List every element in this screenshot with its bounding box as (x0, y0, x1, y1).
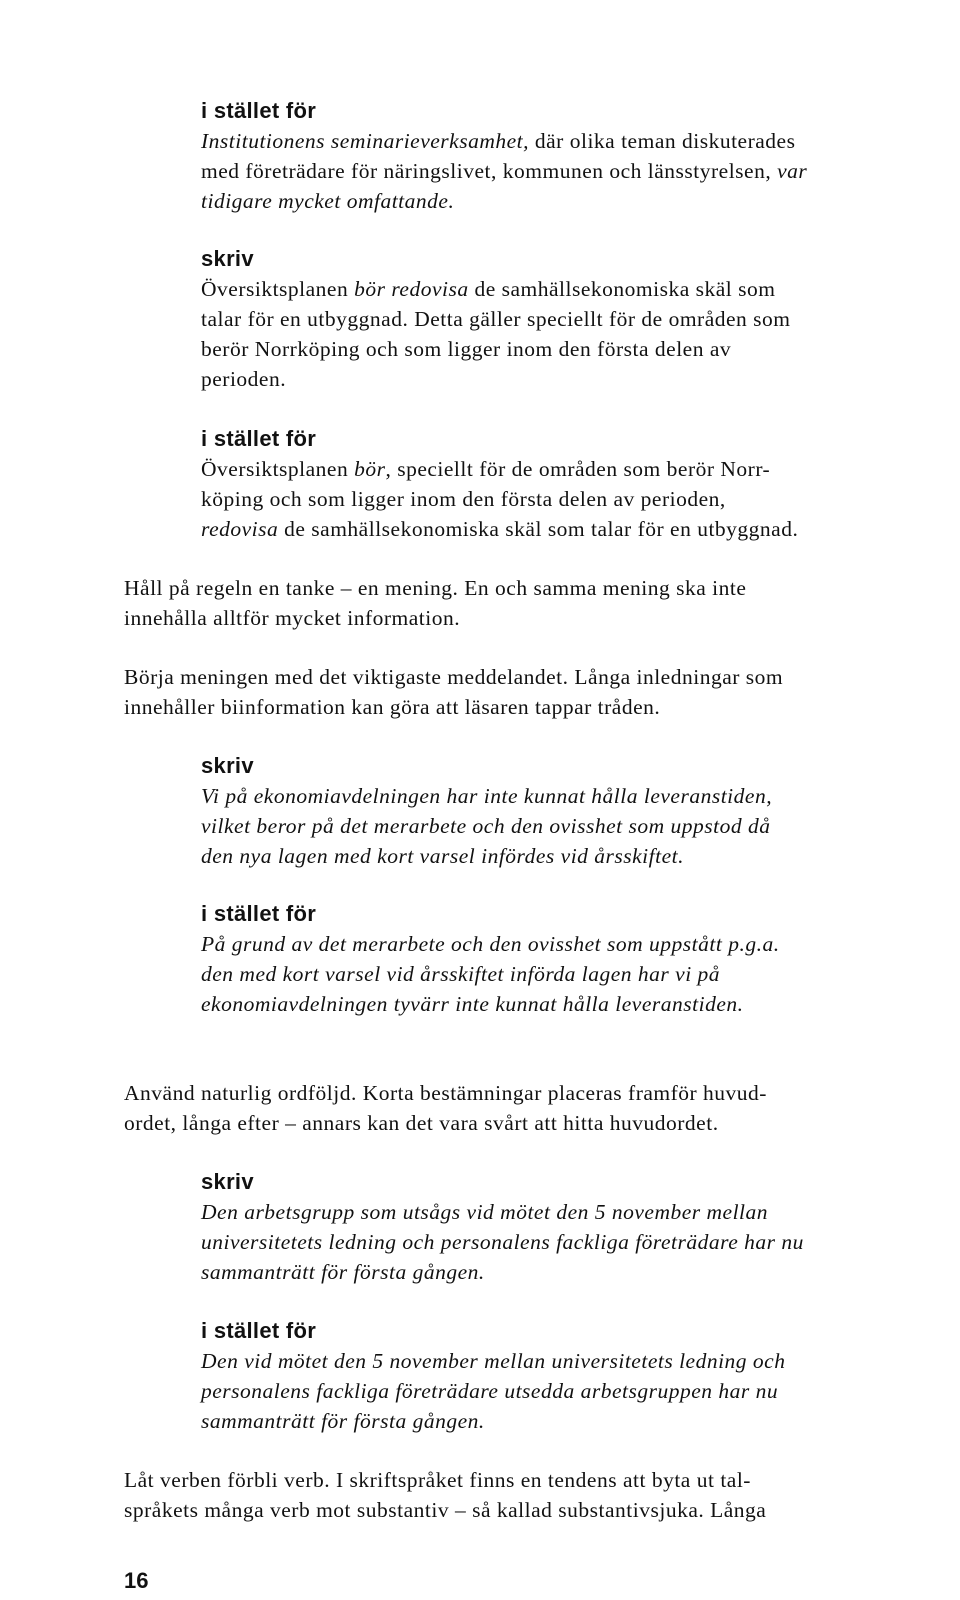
example-line: sammanträtt för första gången. (201, 1409, 485, 1433)
paragraph-line: ordet, långa efter – annars kan det vara svårt att hitta huvudordet. (124, 1111, 719, 1135)
label-instead: i stället för (201, 1318, 317, 1343)
example-line: berör Norrköping och som ligger inom den första delen av (201, 337, 732, 361)
example-instead-1 (201, 96, 941, 216)
example-line: Den vid mötet den 5 november mellan universitetets ledning och (201, 1349, 786, 1373)
paragraph-natural-word-order (124, 1078, 924, 1138)
example-line: perioden. (201, 367, 287, 391)
example-line: med företrädare för näringslivet, kommunen och länsstyrelsen, var (201, 159, 808, 183)
example-line: talar för en utbyggnad. Detta gäller speciellt för de områden som (201, 307, 791, 331)
example-write-3 (201, 1167, 941, 1287)
label-instead: i stället för (201, 98, 317, 123)
example-instead-3 (201, 899, 941, 1019)
label-write: skriv (201, 246, 254, 271)
example-line: Den arbetsgrupp som utsågs vid mötet den 5 november mellan (201, 1200, 769, 1224)
example-line: universitetets ledning och personalens fackliga företrädare har nu (201, 1230, 804, 1254)
example-line: vilket beror på det merarbete och den ovisshet som uppstod då (201, 814, 771, 838)
paragraph-line: innehåller biinformation kan göra att läsaren tappar tråden. (124, 695, 661, 719)
paragraph-most-important-first (124, 662, 924, 722)
example-line: Vi på ekonomiavdelningen har inte kunnat hålla leveranstiden, (201, 784, 773, 808)
example-line: Översiktsplanen bör, speciellt för de områden som berör Norr- (201, 457, 771, 481)
example-line: På grund av det merarbete och den ovisshet som uppstått p.g.a. (201, 932, 780, 956)
example-line: Institutionens seminarieverksamhet, där olika teman diskuterades (201, 129, 796, 153)
page-number: 16 (124, 1568, 149, 1593)
paragraph-line: Låt verben förbli verb. I skriftspråket finns en tendens att byta ut tal- (124, 1468, 751, 1492)
label-instead: i stället för (201, 901, 317, 926)
paragraph-line: Håll på regeln en tanke – en mening. En och samma mening ska inte (124, 576, 747, 600)
example-line: sammanträtt för första gången. (201, 1260, 485, 1284)
label-instead: i stället för (201, 426, 317, 451)
label-write: skriv (201, 753, 254, 778)
example-line: tidigare mycket omfattande. (201, 189, 455, 213)
example-line: redovisa de samhällsekonomiska skäl som talar för en utbyggnad. (201, 517, 799, 541)
paragraph-line: innehålla alltför mycket information. (124, 606, 461, 630)
example-line: Översiktsplanen bör redovisa de samhällsekonomiska skäl som (201, 277, 776, 301)
paragraph-keep-verbs (124, 1465, 924, 1525)
example-write-1 (201, 244, 941, 394)
example-line: köping och som ligger inom den första delen av perioden, (201, 487, 726, 511)
paragraph-line: Börja meningen med det viktigaste meddelandet. Långa inledningar som (124, 665, 784, 689)
label-write: skriv (201, 1169, 254, 1194)
example-write-2 (201, 751, 941, 871)
example-instead-2 (201, 424, 941, 544)
paragraph-one-thought (124, 573, 924, 633)
example-line: personalens fackliga företrädare utsedda arbetsgruppen har nu (201, 1379, 779, 1403)
paragraph-line: Använd naturlig ordföljd. Korta bestämningar placeras framför huvud- (124, 1081, 767, 1105)
paragraph-line: språkets många verb mot substantiv – så kallad substantivsjuka. Långa (124, 1498, 767, 1522)
example-instead-4 (201, 1316, 941, 1436)
example-line: ekonomiavdelningen tyvärr inte kunnat hålla leveranstiden. (201, 992, 744, 1016)
example-line: den nya lagen med kort varsel infördes vid årsskiftet. (201, 844, 684, 868)
example-line: den med kort varsel vid årsskiftet införda lagen har vi på (201, 962, 721, 986)
